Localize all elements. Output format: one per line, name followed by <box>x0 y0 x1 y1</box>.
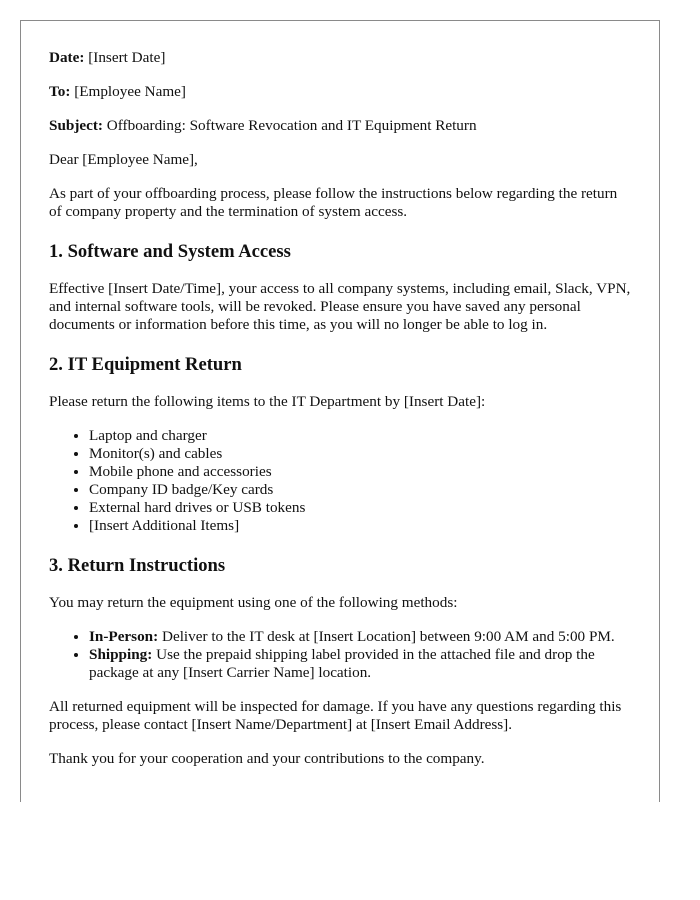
date-label: Date: <box>49 49 85 66</box>
list-item: • Company ID badge/Key cards <box>89 481 631 499</box>
list-item: • Laptop and charger <box>89 427 631 445</box>
subject-label: Subject: <box>49 117 103 134</box>
section2-heading: 2. IT Equipment Return <box>49 354 242 375</box>
method-label: Shipping: <box>89 646 153 663</box>
list-item: • [Insert Additional Items] <box>89 517 631 535</box>
to-line <box>49 83 631 101</box>
section1-heading: 1. Software and System Access <box>49 241 291 262</box>
subject-value: Offboarding: Software Revocation and IT Equipment Return <box>106 117 477 134</box>
section3-heading: 3. Return Instructions <box>49 555 226 576</box>
subject-line <box>49 117 631 135</box>
list-item: • External hard drives or USB tokens <box>89 499 631 517</box>
to-label: To: <box>49 83 71 100</box>
method-text: Use the prepaid shipping label provided in the attached file and drop the package at any [Insert Carrier Name] location. <box>89 646 595 681</box>
date-line <box>49 49 631 67</box>
section1-body: Effective [Insert Date/Time], your access to all company systems, including email, Slack, VPN, and internal software tools, will be revoked. Please ensure you have saved any personal documents or information before this time, as you will no longer be able to log in. <box>49 280 631 333</box>
method-text: Deliver to the IT desk at [Insert Location] between 9:00 AM and 5:00 PM. <box>161 628 615 645</box>
list-item <box>89 628 631 646</box>
closing-paragraph: Thank you for your cooperation and your contributions to the company. <box>49 750 485 767</box>
section3-intro: You may return the equipment using one of the following methods: <box>49 594 458 611</box>
list-item: • Monitor(s) and cables <box>89 445 631 463</box>
letter-page <box>20 20 660 802</box>
salutation: Dear [Employee Name], <box>49 151 198 168</box>
return-methods-list <box>49 628 631 682</box>
inspection-paragraph: All returned equipment will be inspected for damage. If you have any questions regarding this process, please contact [Insert Name/Department] at [Insert Email Address]. <box>49 698 622 733</box>
to-value: [Employee Name] <box>74 83 186 100</box>
intro-paragraph: As part of your offboarding process, please follow the instructions below regarding the return of company property and the termination of system access. <box>49 185 618 220</box>
method-label: In-Person: <box>89 628 159 645</box>
equipment-list <box>49 427 631 535</box>
section2-intro: Please return the following items to the IT Department by [Insert Date]: <box>49 393 486 410</box>
list-item: • Mobile phone and accessories <box>89 463 631 481</box>
list-item <box>89 646 631 682</box>
date-value: [Insert Date] <box>88 49 166 66</box>
